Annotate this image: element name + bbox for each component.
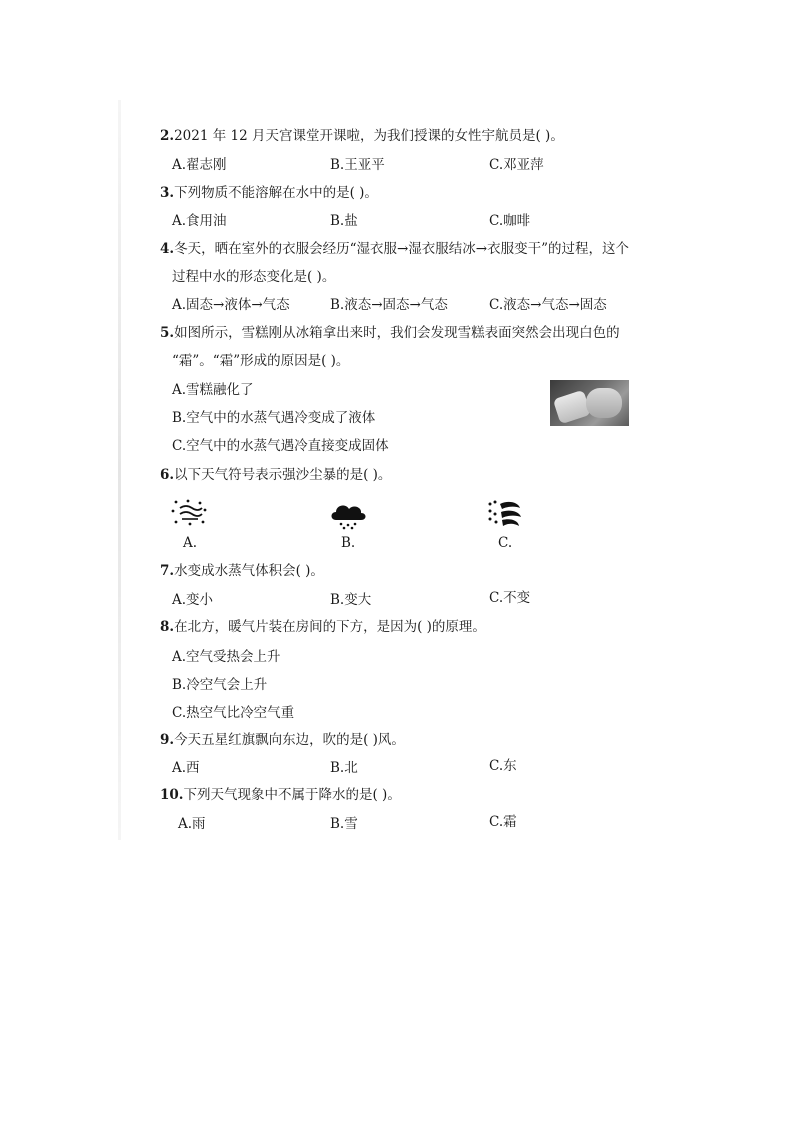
option-b[interactable]: B.液态→固态→气态 [330, 297, 448, 313]
question-3 [160, 184, 378, 202]
option-b[interactable]: B.北 [330, 760, 358, 776]
question-8 [160, 618, 486, 636]
option-c[interactable]: C.东 [489, 758, 517, 774]
question-text: 下列天气现象中不属于降水的是( )。 [183, 787, 401, 803]
option-a[interactable]: A.空气受热会上升 [172, 649, 281, 665]
option-a[interactable]: A.固态→液体→气态 [172, 297, 290, 313]
question-text: 下列物质不能溶解在水中的是( )。 [174, 185, 378, 201]
question-number: 6. [160, 467, 175, 483]
option-b[interactable]: B.王亚平 [330, 157, 385, 173]
question-number: 10. [160, 787, 184, 803]
question-text: 在北方，暖气片装在房间的下方，是因为( )的原理。 [174, 619, 486, 635]
option-c[interactable]: C.不变 [489, 590, 531, 606]
option-c[interactable]: C.空气中的水蒸气遇冷直接变成固体 [172, 438, 389, 454]
option-c[interactable]: C.热空气比冷空气重 [172, 705, 295, 721]
question-9 [160, 731, 405, 749]
fog-haze-weather-icon [170, 498, 210, 528]
question-number: 4. [160, 241, 175, 257]
icon-caption-c: C. [498, 535, 513, 551]
question-number: 3. [160, 185, 175, 201]
option-b[interactable]: B.变大 [330, 592, 372, 608]
ice-cream-photo [550, 380, 629, 426]
hand [586, 388, 622, 418]
option-a[interactable]: A.西 [172, 760, 200, 776]
question-5-continued: “霜”。“霜”形成的原因是( )。 [172, 353, 350, 369]
option-c[interactable]: C.液态→气态→固态 [489, 297, 607, 313]
question-text: 2021 年 12 月天宫课堂开课啦，为我们授课的女性宇航员是( )。 [174, 128, 564, 144]
question-number: 2. [160, 128, 175, 144]
option-c[interactable]: C.咖啡 [489, 213, 531, 229]
question-4 [160, 240, 629, 258]
icon-caption-a: A. [183, 535, 198, 551]
question-number: 9. [160, 732, 175, 748]
option-b[interactable]: B.冷空气会上升 [172, 677, 268, 693]
option-b[interactable]: B.空气中的水蒸气遇冷变成了液体 [172, 410, 376, 426]
question-text: 冬天，晒在室外的衣服会经历“湿衣服→湿衣服结冰→衣服变干”的过程，这个 [174, 241, 630, 257]
scan-edge [118, 100, 121, 840]
snow-cloud-weather-icon [328, 500, 368, 530]
option-b[interactable]: B.雪 [330, 816, 358, 832]
option-a[interactable]: A.雪糕融化了 [172, 382, 254, 398]
question-text: 以下天气符号表示强沙尘暴的是( )。 [174, 467, 392, 483]
question-number: 8. [160, 619, 175, 635]
question-text: 今天五星红旗飘向东边，吹的是( )风。 [174, 732, 405, 748]
option-a[interactable]: A.食用油 [172, 213, 227, 229]
question-10 [160, 786, 401, 804]
option-a[interactable]: A.雨 [178, 816, 206, 832]
question-2 [160, 127, 564, 145]
question-7 [160, 562, 324, 580]
sandstorm-weather-icon [486, 498, 526, 530]
option-a[interactable]: A.翟志刚 [172, 157, 227, 173]
question-5 [160, 324, 620, 342]
option-b[interactable]: B.盐 [330, 213, 358, 229]
question-6 [160, 466, 391, 484]
question-text: 水变成水蒸气体积会( )。 [174, 563, 324, 579]
question-number: 5. [160, 325, 175, 341]
option-c[interactable]: C.霜 [489, 814, 517, 830]
option-c[interactable]: C.邓亚萍 [489, 157, 544, 173]
question-text: 如图所示，雪糕刚从冰箱拿出来时，我们会发现雪糕表面突然会出现白色的 [174, 325, 620, 341]
question-number: 7. [160, 563, 175, 579]
icon-caption-b: B. [341, 535, 356, 551]
option-a[interactable]: A.变小 [172, 592, 214, 608]
question-4-continued: 过程中水的形态变化是( )。 [172, 269, 336, 285]
